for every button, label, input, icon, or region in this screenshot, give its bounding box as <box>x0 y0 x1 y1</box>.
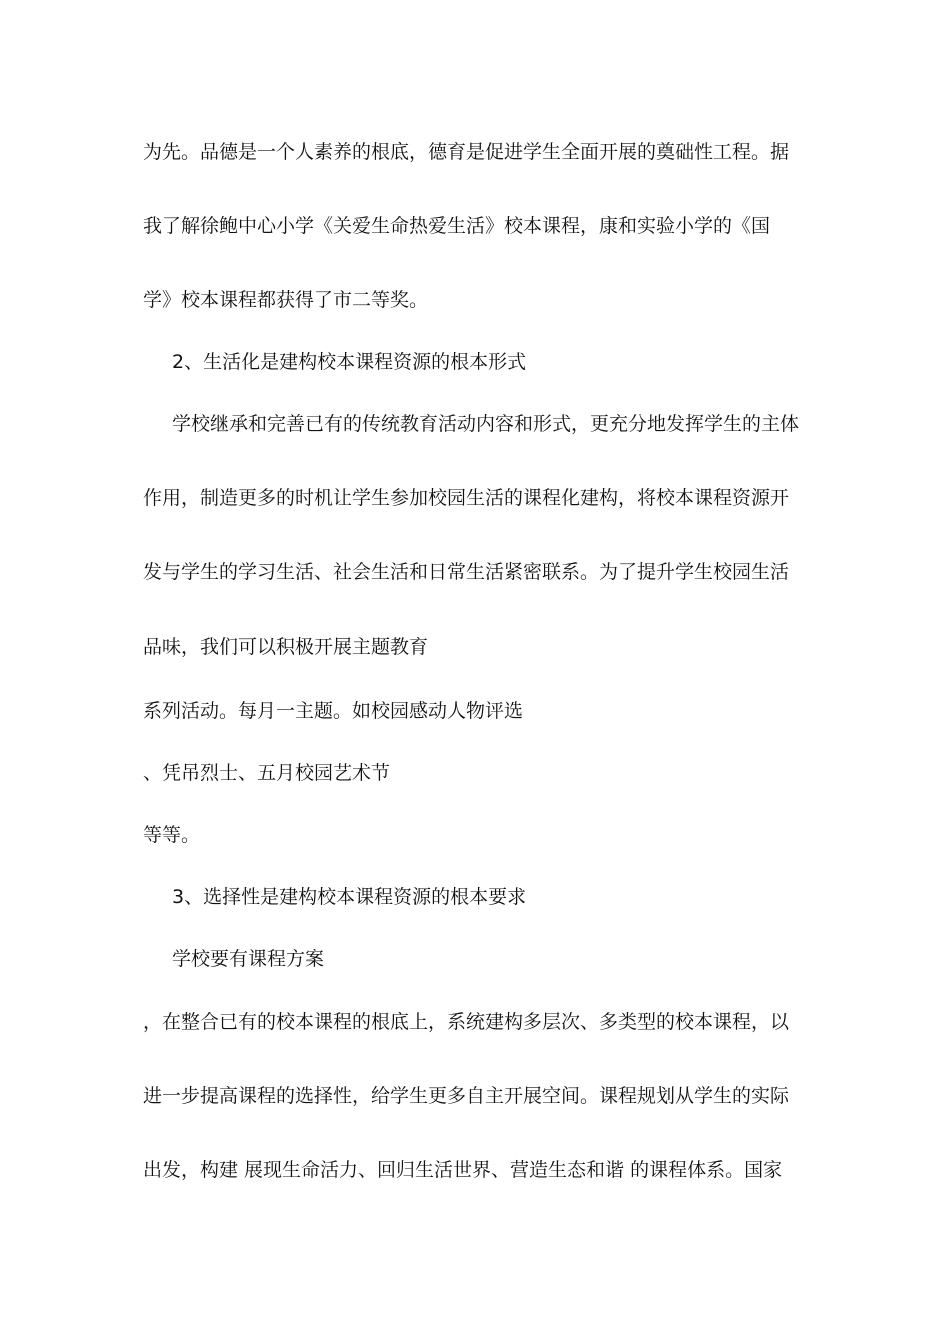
paragraph-line: 学》校本课程都获得了市二等奖。 <box>143 289 429 311</box>
paragraph-line: 进一步提高课程的选择性，给学生更多自主开展空间。课程规划从学生的实际 <box>143 1085 790 1107</box>
paragraph-line: 等等。 <box>143 824 201 846</box>
paragraph-line: 系列活动。每月一主题。如校园感动人物评选 <box>143 700 524 722</box>
section-heading: 2、生活化是建构校本课程资源的根本形式 <box>172 351 527 373</box>
paragraph-line: 作用，制造更多的时机让学生参加校园生活的课程化建构，将校本课程资源开 <box>143 487 790 509</box>
paragraph-line: 学校继承和完善已有的传统教育活动内容和形式，更充分地发挥学生的主体 <box>172 413 800 435</box>
paragraph-line: 品味，我们可以积极开展主题教育 <box>143 636 429 658</box>
paragraph-line: 为先。品德是一个人素养的根底，德育是促进学生全面开展的奠础性工程。据 <box>143 141 790 163</box>
paragraph-line: 学校要有课程方案 <box>172 948 325 970</box>
section-heading: 3、选择性是建构校本课程资源的根本要求 <box>172 886 527 908</box>
paragraph-line: 出发，构建 展现生命活力、回归生活世界、营造生态和谐 的课程体系。国家 <box>143 1159 783 1181</box>
paragraph-line: 、凭吊烈士、五月校园艺术节 <box>143 762 391 784</box>
paragraph-line: ，在整合已有的校本课程的根底上，系统建构多层次、多类型的校本课程，以 <box>143 1011 790 1033</box>
paragraph-line: 发与学生的学习生活、社会生活和日常生活紧密联系。为了提升学生校园生活 <box>143 561 790 583</box>
paragraph-line: 我了解徐鲍中心小学《关爱生命热爱生活》校本课程，康和实验小学的《国 <box>143 215 771 237</box>
